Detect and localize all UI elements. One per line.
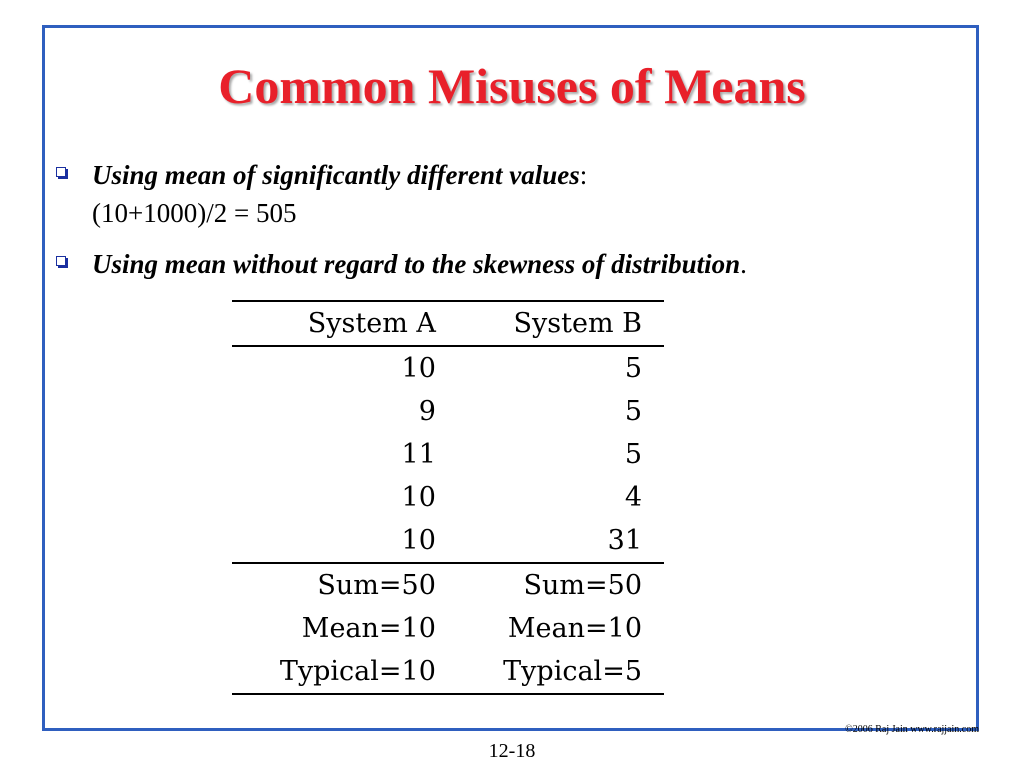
cell-system-b: 5 [624,396,642,427]
bullet-emphasis-1: Using mean of significantly different values [92,160,580,190]
table-row [232,519,664,563]
cell-system-b: 31 [607,525,642,556]
cell-system-b: 4 [624,482,642,513]
cell-system-b: 5 [624,439,642,470]
column-header-system-b: System B [513,308,642,339]
mean-system-a: Mean=10 [301,613,436,644]
bullet-emphasis-2: Using mean without regard to the skewness of distribution [92,249,741,279]
bullet-suffix-1: : [579,160,588,190]
sum-system-b: Sum=50 [523,570,642,601]
summary-row-typical [232,650,664,694]
page-number: 12-18 [488,740,536,762]
comparison-table [232,300,664,695]
table-row [232,390,664,433]
cell-system-b: 5 [624,353,642,384]
cell-system-a: 10 [401,482,436,513]
sum-system-a: Sum=50 [317,570,436,601]
typical-system-b: Typical=5 [503,656,642,687]
mean-system-b: Mean=10 [507,613,642,644]
summary-row-mean [232,607,664,650]
table-row [232,476,664,519]
typical-system-a: Typical=10 [279,656,436,687]
bullet-text-2 [92,246,747,282]
cell-system-a: 10 [401,525,436,556]
table-row [232,346,664,390]
bullet-text-1 [92,157,587,193]
column-header-system-a: System A [307,308,436,339]
copyright-notice: ©2006 Raj Jain www.rajjain.com [845,724,979,735]
bullet-subline-1: (10+1000)/2 = 505 [92,198,297,228]
cell-system-a: 11 [401,439,436,470]
bullet-suffix-2: . [740,249,747,279]
cell-system-a: 10 [401,353,436,384]
square-bullet-icon [56,167,66,177]
cell-system-a: 9 [418,396,436,427]
square-bullet-icon [56,256,66,266]
table-row [232,433,664,476]
table-header-row [232,301,664,346]
summary-row-sum [232,563,664,607]
slide-title: Common Misuses of Means [218,58,806,114]
